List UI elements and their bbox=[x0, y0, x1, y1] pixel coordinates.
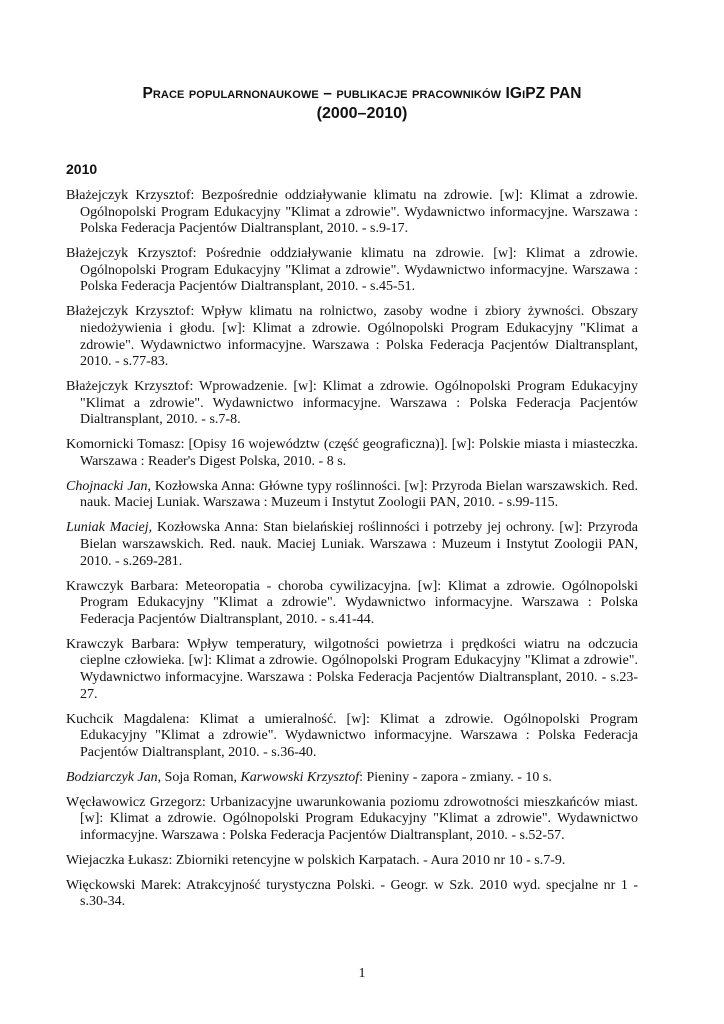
entry-citation: : Stan bielańskiej roślinności i potrzeby jej ochrony. [w]: Przyroda Bielan warszawskich. Red. nauk. Maciej Luniak. Warszawa : Muzeum i Instytut Zoologii PAN, 2010. - s.269-281. bbox=[80, 520, 638, 569]
entry-authors: Komornicki Tomasz bbox=[66, 437, 181, 453]
year-heading: 2010 bbox=[66, 161, 98, 177]
bibliography-entry bbox=[66, 479, 638, 512]
entry-authors: Błażejczyk Krzysztof bbox=[66, 304, 191, 320]
bibliography-entry bbox=[66, 770, 638, 787]
entry-authors-italic: Karwowski Krzysztof bbox=[240, 769, 360, 785]
entry-authors: Więckowski Marek bbox=[66, 877, 178, 893]
bibliography-entry bbox=[66, 853, 638, 870]
bibliography-entry bbox=[66, 579, 638, 629]
entry-authors-italic: Bodziarczyk Jan bbox=[66, 769, 158, 785]
entry-citation: : [Opisy 16 województw (część geograficzna)]. [w]: Polskie miasta i miasteczka. Warszawa : Reader's Digest Polska, 2010. - 8 s. bbox=[80, 437, 638, 469]
entry-citation: : Pieniny - zapora - zmiany. - 10 s. bbox=[359, 769, 552, 785]
bibliography-entry bbox=[66, 712, 638, 762]
bibliography-entry bbox=[66, 188, 638, 238]
entry-citation: : Atrakcyjność turystyczna Polski. - Geogr. w Szk. 2010 wyd. specjalne nr 1 - s.30-34. bbox=[80, 877, 638, 910]
page-number: 1 bbox=[358, 966, 366, 981]
bibliography-entry bbox=[66, 379, 638, 429]
entry-authors: Kozłowska Anna bbox=[152, 520, 255, 536]
bibliography-entry bbox=[66, 246, 638, 296]
entry-citation: : Zbiorniki retencyjne w polskich Karpatach. - Aura 2010 nr 10 - s.7-9. bbox=[168, 852, 566, 868]
entry-authors: Błażejczyk Krzysztof bbox=[66, 246, 193, 262]
entry-authors-italic: Luniak Maciej, bbox=[66, 520, 153, 536]
entry-citation: : Klimat a umieralność. [w]: Klimat a zdrowie. Ogólnopolski Program Edukacyjny "Klimat a zdrowie". Wydawnictwo informacyjne. Warszawa : Polska Federacja Pacjentów Dialtransplant, 2010. - s.36-40. bbox=[80, 711, 638, 760]
bibliography-entry bbox=[66, 637, 638, 703]
entry-citation: : Pośrednie oddziaływanie klimatu na zdrowie. [w]: Klimat a zdrowie. Ogólnopolski Program Edukacyjny "Klimat a zdrowie". Wydawnictwo informacyjne. Warszawa : Polska Federacja Pacjentów Dialtransplant, 2010. - s.45-51. bbox=[80, 246, 639, 295]
entry-authors-italic: Chojnacki Jan bbox=[66, 478, 148, 494]
entry-citation: : Główne typy roślinności. [w]: Przyroda Bielan warszawskich. Red. nauk. Maciej Luniak. Warszawa : Muzeum i Instytut Zoologii PAN, 2010. - s.99-115. bbox=[80, 478, 638, 511]
entry-citation: : Meteoropatia - choroba cywilizacyjna. [w]: Klimat a zdrowie. Ogólnopolski Program Edukacyjny "Klimat a zdrowie". Wydawnictwo informacyjne. Warszawa : Polska Federacja Pacjentów Dialtransplant, 2010. - s.41-44. bbox=[80, 578, 638, 627]
bibliography-entry bbox=[66, 878, 638, 911]
bibliography-entry bbox=[66, 795, 638, 845]
entry-authors: Krawczyk Barbara bbox=[66, 578, 175, 594]
entry-citation: : Wprowadzenie. [w]: Klimat a zdrowie. Ogólnopolski Program Edukacyjny "Klimat a zdrowie". Wydawnictwo informacyjne. Warszawa : Polska Federacja Pacjentów Dialtransplant, 2010. - s.7-8. bbox=[80, 379, 638, 428]
entry-authors: , Kozłowska Anna bbox=[147, 478, 252, 494]
entry-authors: Krawczyk Barbara bbox=[66, 636, 176, 652]
entry-authors: Błażejczyk Krzysztof bbox=[66, 379, 190, 395]
page-title bbox=[60, 84, 664, 124]
bibliography-entry bbox=[66, 437, 638, 470]
entry-authors: Kuchcik Magdalena bbox=[66, 711, 186, 727]
entry-authors: , Soja Roman, bbox=[157, 769, 241, 785]
entry-citation: : Bezpośrednie oddziaływanie klimatu na zdrowie. [w]: Klimat a zdrowie. Ogólnopolski Program Edukacyjny "Klimat a zdrowie". Wydawnictwo informacyjne. Warszawa : Polska Federacja Pacjentów Dialtransplant, 2010. - s.9-17. bbox=[80, 188, 639, 237]
entry-authors: Błażejczyk Krzysztof bbox=[66, 188, 191, 203]
page-title-line1: Prace popularnonaukowe – publikacje pracowników IGiPZ PAN bbox=[142, 85, 582, 102]
bibliography-entry bbox=[66, 520, 638, 570]
entry-authors: Węcławowicz Grzegorz bbox=[66, 794, 202, 810]
entry-citation: : Wpływ temperatury, wilgotności powietrza i prędkości wiatru na odczucia cieplne człowieka. [w]: Klimat a zdrowie. Ogólnopolski Program Edukacyjny "Klimat a zdrowie". Wydawnictwo informacyjne. Warszawa : Polska Federacja Pacjentów Dialtransplant, 2010. - s.23-27. bbox=[80, 636, 639, 702]
page-title-line2: (2000–2010) bbox=[316, 105, 408, 122]
entry-citation: : Wpływ klimatu na rolnictwo, zasoby wodne i zbiory żywności. Obszary niedożywienia i głodu. [w]: Klimat a zdrowie. Ogólnopolski Program Edukacyjny "Klimat a zdrowie". Wydawnictwo informacyjne. Warszawa : Polska Federacja Pacjentów Dialtransplant, 2010. - s.77-83. bbox=[80, 304, 639, 370]
bibliography-list bbox=[66, 188, 638, 919]
bibliography-entry bbox=[66, 304, 638, 370]
entry-authors: Wiejaczka Łukasz bbox=[66, 852, 169, 868]
entry-citation: : Urbanizacyjne uwarunkowania poziomu zdrowotności mieszkańców miast. [w]: Klimat a zdrowie. Ogólnopolski Program Edukacyjny "Klimat a zdrowie". Wydawnictwo informacyjne. Warszawa : Polska Federacja Pacjentów Dialtransplant, 2010. - s.52-57. bbox=[80, 794, 638, 843]
